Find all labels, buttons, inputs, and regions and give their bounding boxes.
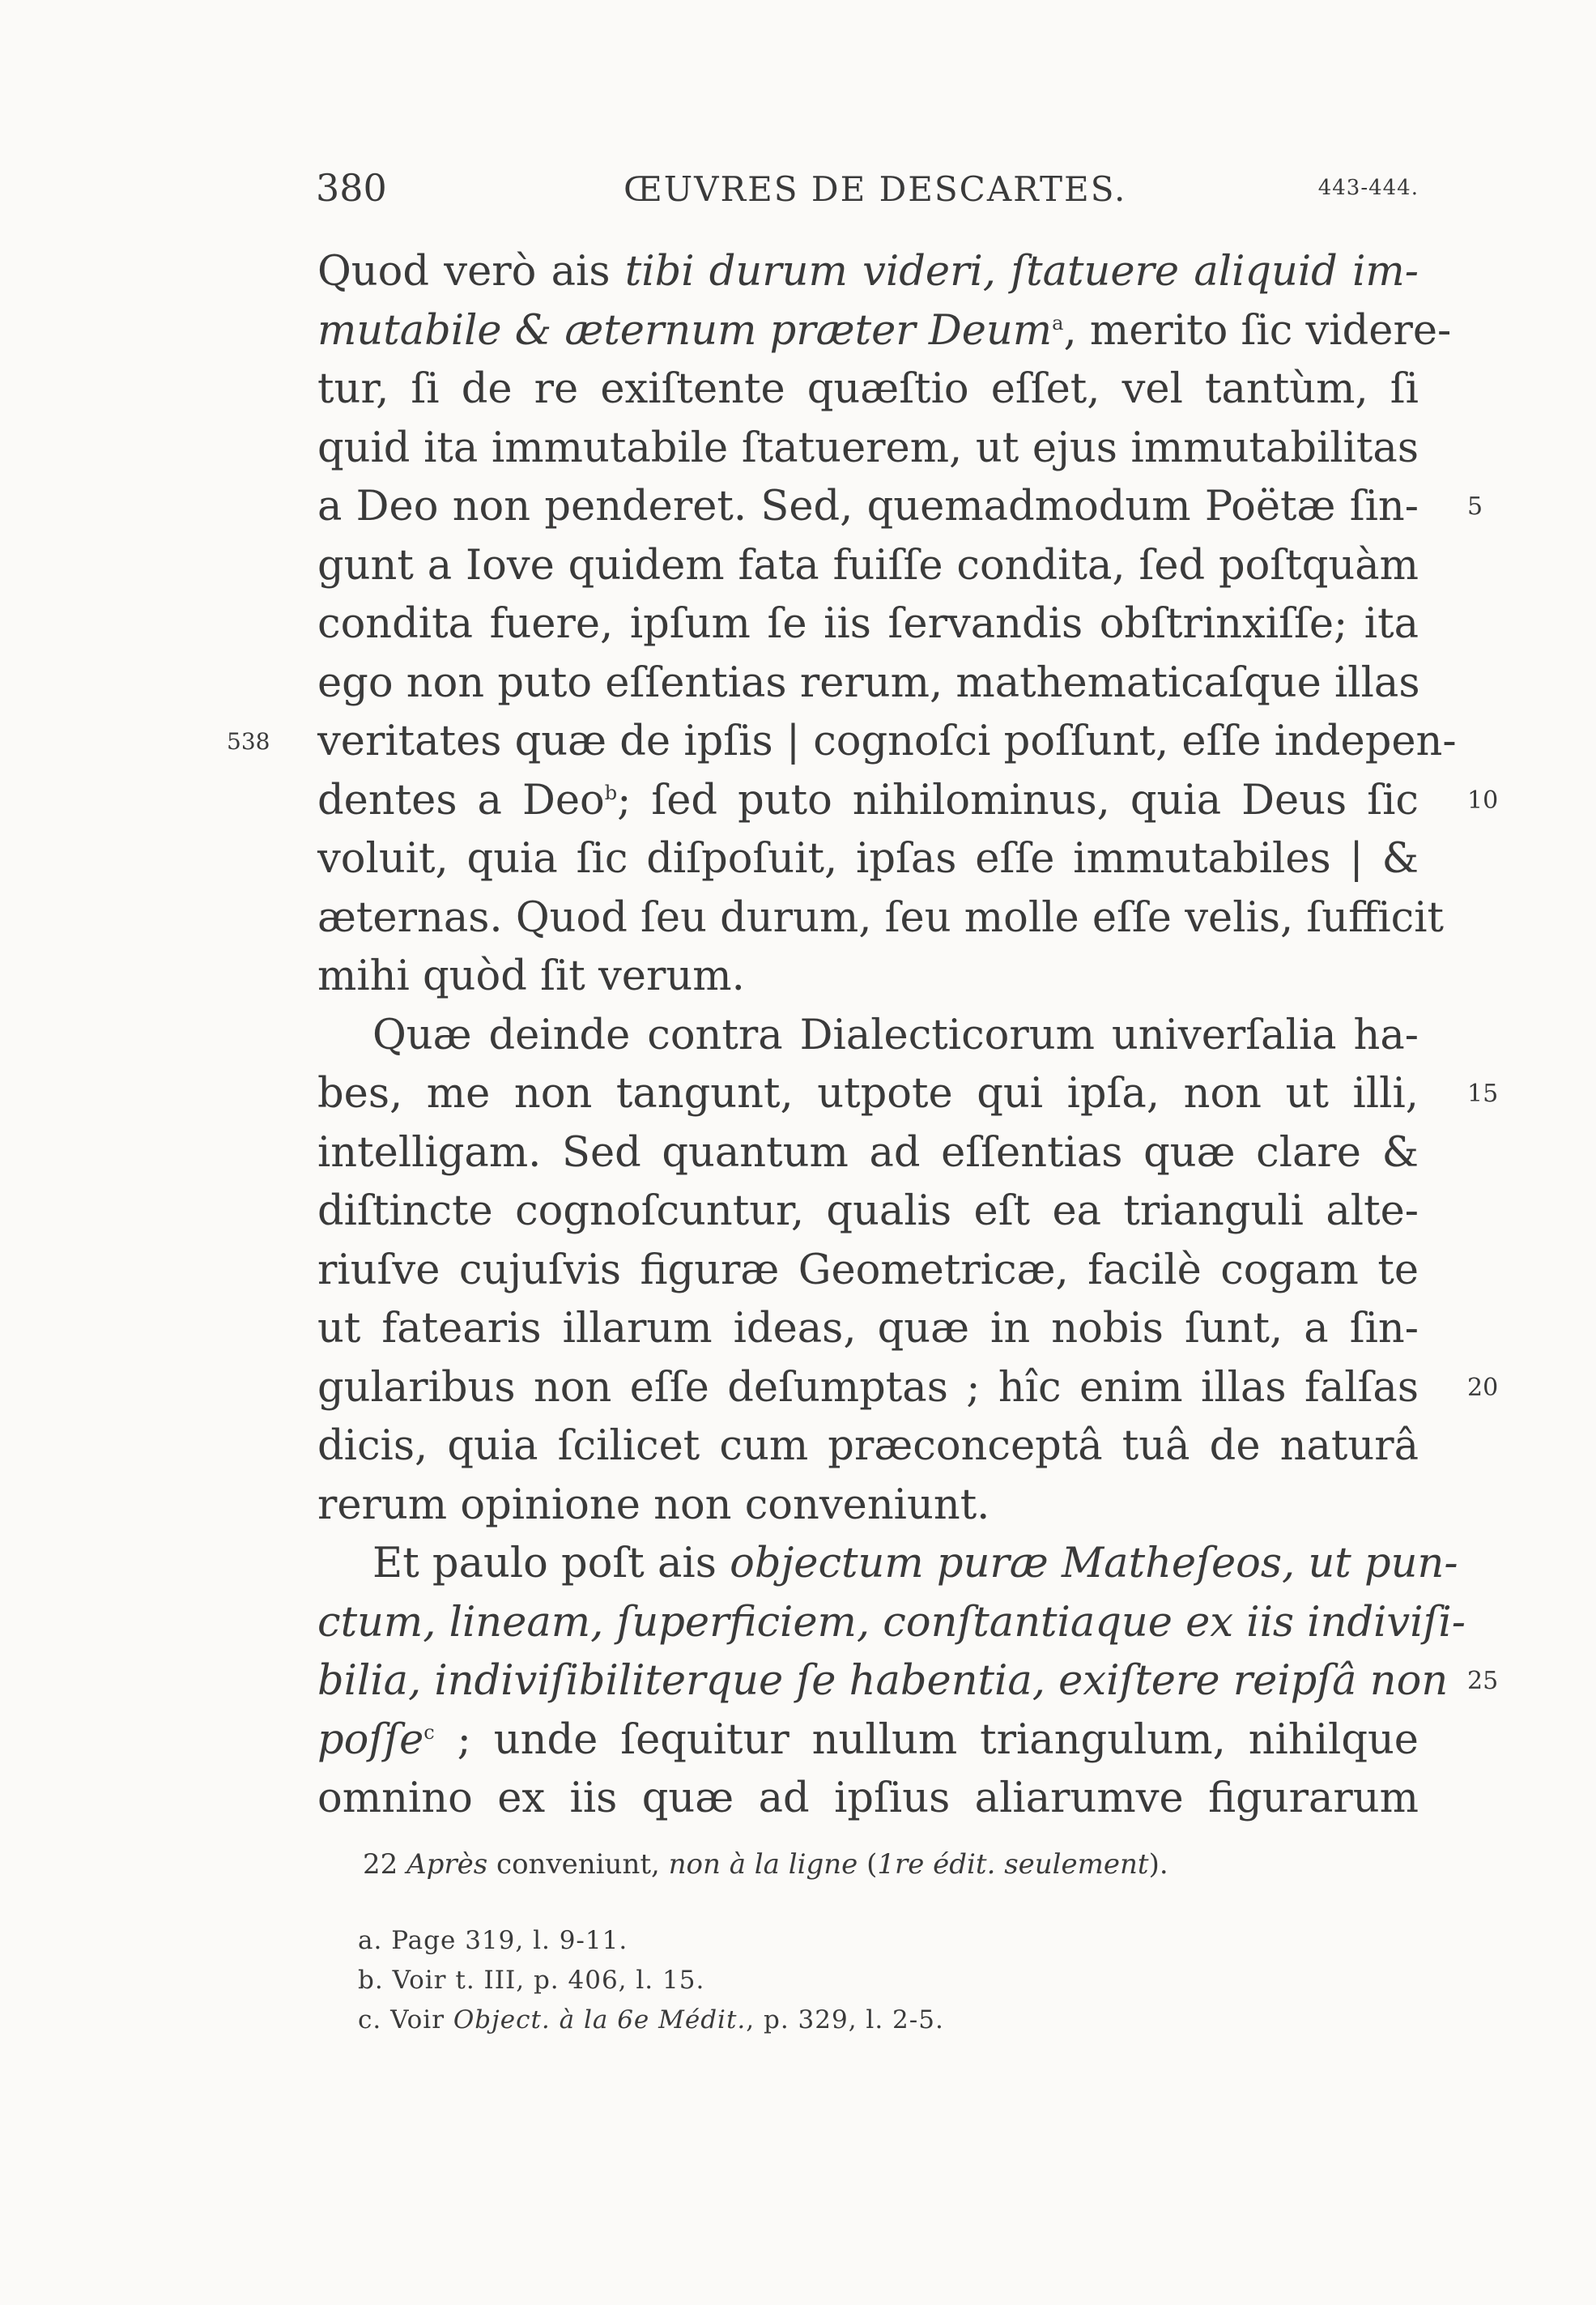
text-line: mihi quòd ſit verum.: [317, 952, 745, 1000]
margin-original-page: 538: [227, 728, 270, 755]
text-line: dicis, quia ſcilicet cum præconceptâ tuâ de naturâ: [317, 1422, 1419, 1470]
running-title: ŒUVRES DE DESCARTES.: [624, 169, 1127, 209]
footnote-a: a. Page 319, l. 9-11.: [358, 1926, 628, 1955]
text-line: tur, ſi de re exiſtente quæſtio eſſet, vel tantùm, ſi: [317, 365, 1419, 413]
footnote-ref-b: b: [604, 781, 618, 804]
text-line: gunt a Iove quidem fata fuiſſe condita, ſed poſtquàm: [317, 541, 1419, 590]
line-number: 25: [1467, 1667, 1499, 1695]
running-header: [316, 166, 1419, 215]
text-line: diſtincte cognoſcuntur, qualis eſt ea trianguli alte-: [317, 1187, 1419, 1235]
text-line: rerum opinione non conveniunt.: [317, 1481, 990, 1529]
text-line: omnino ex iis quæ ad ipſius aliarumve figurarum: [317, 1775, 1419, 1822]
text-line: bilia, indiviſibiliterque ſe habentia, exiſtere reipſâ non 25: [317, 1652, 1419, 1711]
footnote-c: c. Voir Object. à la 6e Médit., p. 329, l. 2-5.: [358, 2005, 944, 2034]
line-number: 10: [1467, 786, 1499, 815]
text-line: gularibus non eſſe deſumptas ; hîc enim illas falſas 20: [317, 1359, 1419, 1418]
text-line: voluit, quia ſic diſpoſuit, ipſas eſſe immutabiles | &: [317, 835, 1419, 883]
footnote-b: b. Voir t. III, p. 406, l. 15.: [358, 1966, 705, 1995]
text-line: bes, me non tangunt, utpote qui ipſa, non ut illi, 15: [317, 1065, 1419, 1124]
text-line: 538 veritates quæ de ipſis | cognoſci poſſunt, eſſe indepen-: [317, 713, 1419, 772]
text-line: æternas. Quod ſeu durum, ſeu molle eſſe velis, ſufficit: [317, 893, 1445, 942]
text-line: ctum, lineam, ſuperficiem, conſtantiaque ex iis indiviſi-: [317, 1598, 1466, 1647]
footnote-ref-c: c: [423, 1720, 435, 1744]
line-number: 5: [1467, 492, 1483, 521]
edition-page-reference: 443-444.: [1317, 176, 1419, 200]
text-line: quid ita immutabile ſtatuerem, ut ejus immutabilitas: [317, 424, 1419, 472]
footnotes: [358, 1921, 944, 2040]
page-number: 380: [316, 166, 387, 210]
footnote-ref-a: a: [1052, 311, 1064, 334]
text-line: a Deo non penderet. Sed, quemadmodum Poëtæ ſin- 5: [317, 478, 1419, 537]
text-line: condita fuere, ipſum ſe iis ſervandis obſtrinxiſſe; ita: [317, 600, 1419, 648]
text-line: dentes a Deo$^b$; ſed puto nihilominus, quia Deus ſic 10: [317, 772, 1419, 831]
text-line: riuſve cujuſvis figuræ Geometricæ, facilè cogam te: [317, 1246, 1419, 1294]
text-line: ego non puto eſſentias rerum, mathematicaſque illas: [317, 658, 1420, 707]
text-line: intelligam. Sed quantum ad eſſentias quæ clare &: [317, 1128, 1419, 1177]
text-line: Quæ deinde contra Dialecticorum univerſalia ha-: [372, 1011, 1419, 1059]
line-number: 15: [1467, 1080, 1499, 1108]
text-line: poſſe$^c$ ; unde ſequitur nullum triangulum, nihilque: [317, 1715, 1419, 1764]
text-line: Et paulo poſt ais objectum puræ Matheſeos, ut pun-: [372, 1540, 1458, 1587]
text-line: ut fatearis illarum ideas, quæ in nobis ſunt, a ſin-: [317, 1305, 1419, 1353]
textual-variant-note: 22 Après conveniunt, non à la ligne (1re édit. seulement).: [363, 1848, 1168, 1881]
line-number: 20: [1467, 1373, 1499, 1402]
text-line: Quod verò ais tibi durum videri, ſtatuere aliquid im-: [317, 248, 1419, 296]
text-line: mutabile & æternum præter Deum$^a$, merito ſic videre-: [317, 306, 1452, 355]
main-text: [227, 243, 1499, 1829]
